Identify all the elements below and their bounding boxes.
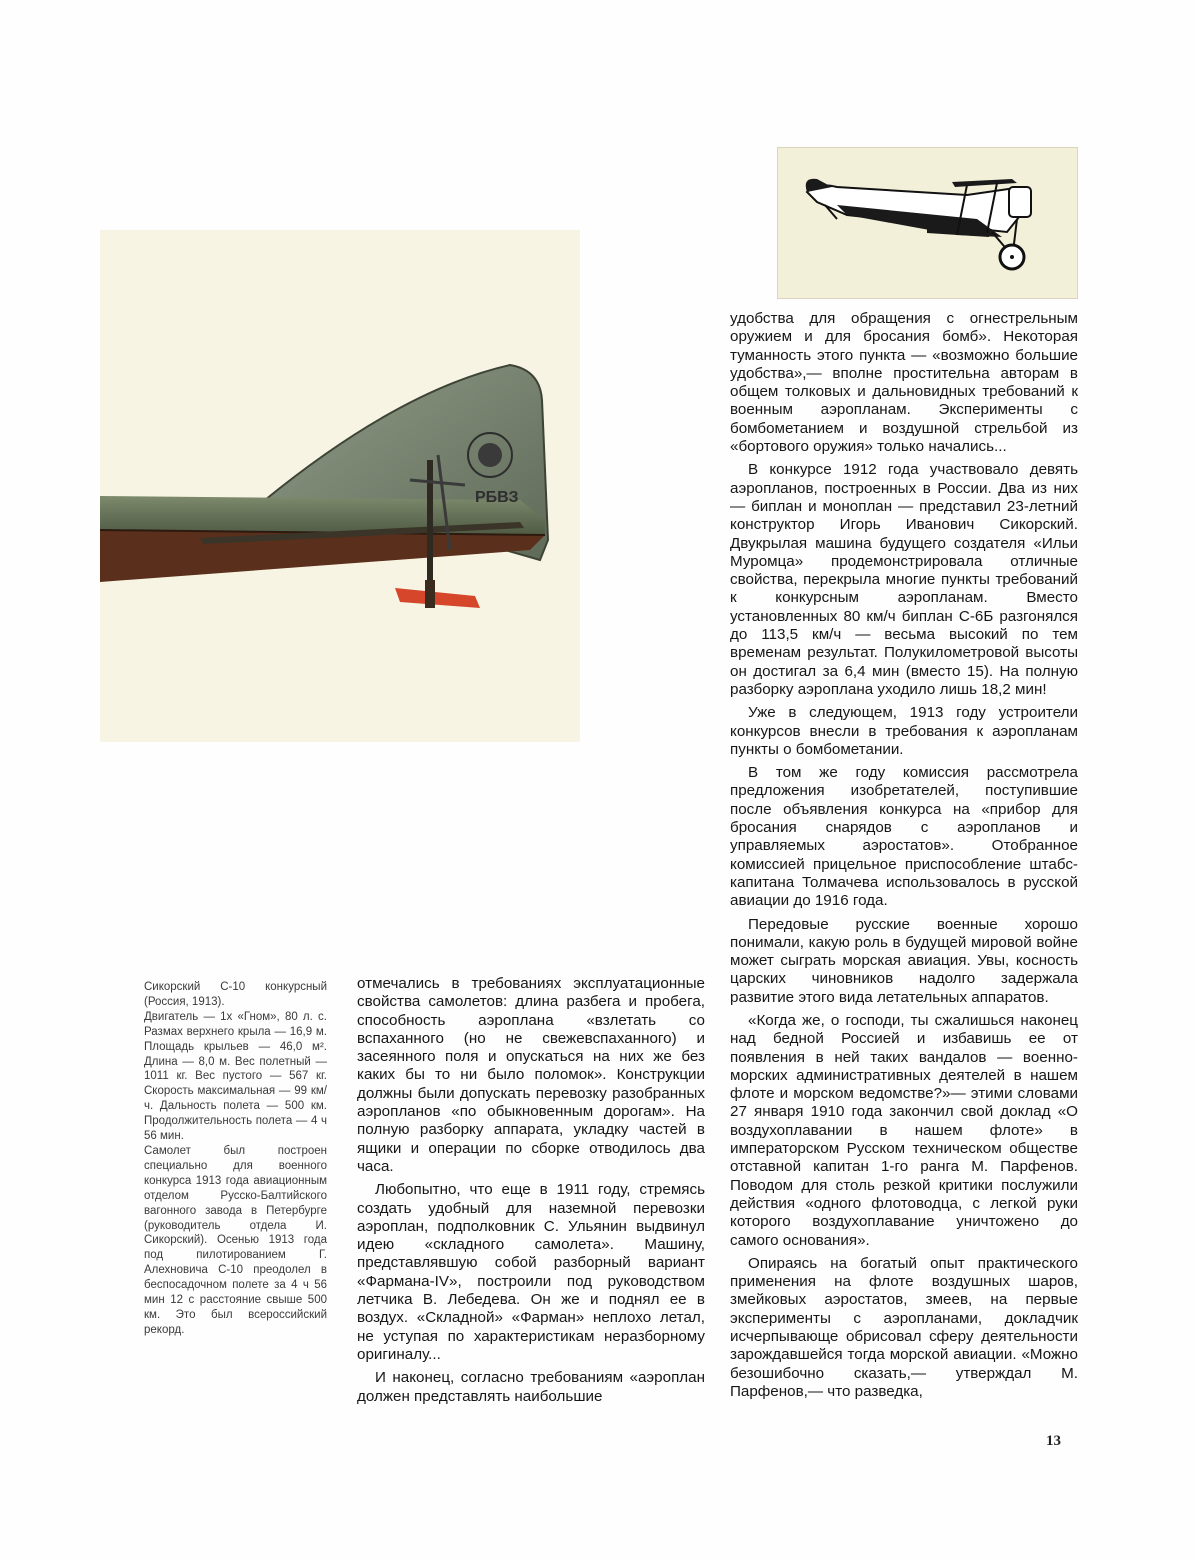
paragraph: Опираясь на богатый опыт практического применения на флоте воздушных шаров, змейковых аэростатов, змеев, на первые эксперименты с аэропланами, докладчик исчерпывающе обрисовал сферу деятельности зарождавшейся тогда морской авиации. «Можно безошибочно сказать,— утверждал М. Парфенов,— что разведка,: [730, 1254, 1078, 1400]
paragraph: В конкурсе 1912 года участвовало девять аэропланов, построенных в России. Два из них — биплан и моноплан — представил 23-летний конструктор Игорь Иванович Сикорский. Двукрылая машина будущего создателя «Ильи Муромца» продемонстрировала отличные свойства, перекрыла многие пункты требований к конкурсным аэропланам. Вместо установленных 80 км/ч биплан С-6Б разгонялся до 113,5 км/ч — весьма высокий по тем временам результат. Полукилометровой высоты он достигал за 6,4 мин (вместо 15). На полную разборку аэроплана уходило лишь 18,2 мин!: [730, 461, 1078, 698]
paragraph: отмечались в требованиях эксплуатационные свойства самолетов: длина разбега и пробега, способность аэроплана «взлетать со вспаханного (но не свежевспаханного) и засеянного поля и опускаться на них же без каких бы то ни было поломок». Конструкции должны были допускать перевозку разобранных аэропланов «по обыкновенным дорогам». На полную разборку аппарата, укладку частей в ящики и операции по сборке отводилось два часа.: [357, 975, 705, 1175]
paragraph: Любопытно, что еще в 1911 году, стремясь создать удобный для наземной перевозки аэроплан, подполковник С. Ульянин выдвинул идею «складного самолета». Машину, представлявшую собой разборный вариант «Фармана-IV», построили под руководством летчика В. Лебедева. Он же и поднял ее в воздух. «Складной» «Фарман» неплохо летал, не уступая по характеристикам неразборному оригиналу...: [357, 1181, 705, 1363]
paragraph: Уже в следующем, 1913 году устроители конкурсов внесли в требования к аэропланам пункты о бомбометании.: [730, 704, 1078, 758]
biplane-sketch-illustration: [777, 147, 1078, 299]
caption-specs: Двигатель — 1х «Гном», 80 л. с. Размах верхнего крыла — 16,9 м. Площадь крыльев — 46,0 м². Длина — 8,0 м. Вес полетный — 1011 кг. Вес пустого — 567 кг. Скорость максимальная — 99 км/ч. Дальность полета — 500 км. Продолжительность полета — 4 ч 56 мин.: [144, 1010, 327, 1143]
paragraph: И наконец, согласно требованиям «аэроплан должен представлять наибольшие: [357, 1369, 705, 1405]
paragraph: Передовые русские военные хорошо понимали, какую роль в будущей мировой войне может сыграть морская авиация. Увы, косность царских чиновников надолго задержала развитие этого вида летательных аппаратов.: [730, 915, 1078, 1006]
aircraft-caption: [144, 980, 327, 1338]
caption-history: Самолет был построен специально для военного конкурса 1913 года авиационным отделом Русско-Балтийского вагонного завода в Петербурге (руководитель отдела И. Сикорский). Осенью 1913 года под пилотированием Г. Алехновича С-10 преодолел в беспосадочном полете за 4 ч 56 мин 12 с расстояние свыше 500 км. Это был всероссийский рекорд.: [144, 1144, 327, 1336]
page-number: 13: [1046, 1433, 1061, 1449]
tail-marking: РБВЗ: [475, 489, 519, 506]
paragraph: «Когда же, о господи, ты сжалишься наконец над бедной Россией и избавишь ее от появления в ней таких вандалов — военно-морских административных деятелей в нашем флоте и морском ведомстве?»— этими словами 27 января 1910 года закончил свой доклад «О воздухоплавании в нашем флоте» в императорском Русском техническом обществе отставной капитан 1-го ранга М. Парфенов. Поводом для столь резкой критики послужили действия «одного флотоводца, с легкой руки которого воздухоплавание уничтожено до самого основания».: [730, 1011, 1078, 1249]
aircraft-tail-illustration: [100, 230, 580, 742]
text-column-middle: [357, 975, 705, 1411]
paragraph: удобства для обращения с огнестрельным оружием и для бросания бомб». Некоторая туманность этого пункта — «возможно большие удобства»,— вполне простительна авторам в общем толковых и дальновидных требований к военным аэропланам. Эксперименты с бомбометанием и воздушной стрельбой из «бортового оружия» только начались...: [730, 310, 1078, 456]
caption-title: Сикорский С-10 конкурсный (Россия, 1913).: [144, 981, 327, 1008]
text-column-right: [730, 310, 1078, 1406]
paragraph: В том же году комиссия рассмотрела предложения изобретателей, поступившие после объявления конкурса на «прибор для бросания снарядов с аэропланов и управляемых аэростатов». Отобранное комиссией прицельное приспособление штабс-капитана Толмачева использовалось в русской авиации до 1916 года.: [730, 764, 1078, 910]
